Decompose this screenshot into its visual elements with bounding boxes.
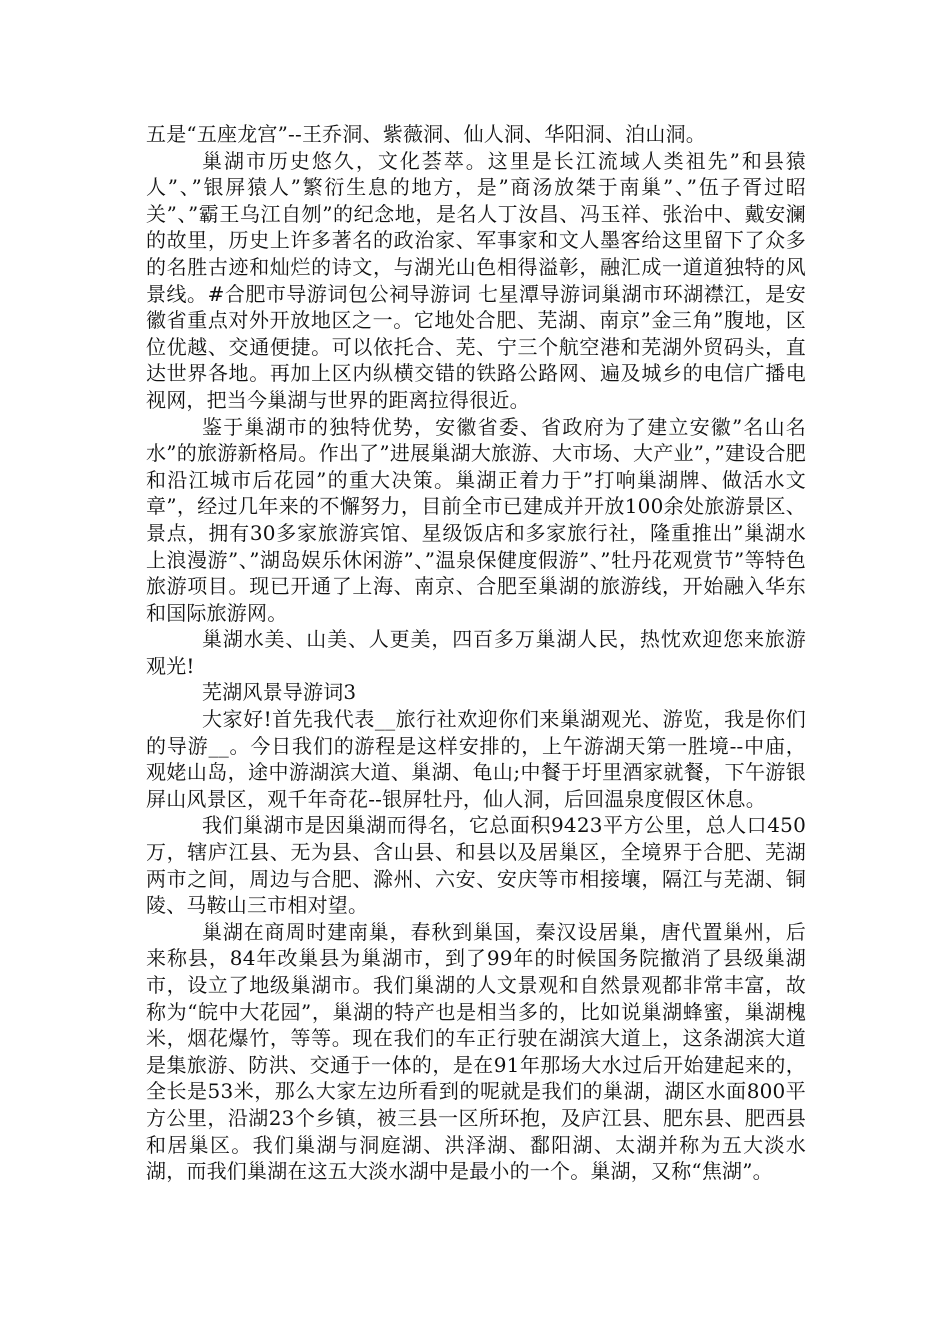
paragraph-6: 我们巢湖市是因巢湖而得名，它总面积9423平方公里，总人口450万，辖庐江县、无为县、含山县、和县以及居巢区，全境界于合肥、芜湖两市之间，周边与合肥、滁州、六安、安庆等市相接壤，隔江与芜湖、铜陵、马鞍山三市相对望。 bbox=[146, 813, 806, 918]
paragraph-7: 巢湖在商周时建南巢，春秋到巢国，秦汉设居巢，唐代置巢州，后来称县，84年改巢县为巢湖市，到了99年的时候国务院撤消了县级巢湖市，设立了地级巢湖市。我们巢湖的人文景观和自然景观都非常丰富，故称为“皖中大花园”，巢湖的特产也是相当多的，比如说巢湖蜂蜜，巢湖槐米，烟花爆竹，等等。现在我们的车正行驶在湖滨大道上，这条湖滨大道是集旅游、防洪、交通于一体的，是在91年那场大水过后开始建起来的，全长是53米，那么大家左边所看到的呢就是我们的巢湖，湖区水面800平方公里，沿湖23个乡镇，被三县一区所环抱，及庐江县、肥东县、肥西县和居巢区。我们巢湖与洞庭湖、洪泽湖、鄱阳湖、太湖并称为五大淡水湖，而我们巢湖在这五大淡水湖中是最小的一个。巢湖，又称“焦湖”。 bbox=[146, 919, 806, 1184]
section-heading: 芜湖风景导游词3 bbox=[202, 680, 357, 705]
paragraph-2: 巢湖市历史悠久，文化荟萃。这里是长江流域人类祖先”和县猿人”、”银屏猿人”繁衍生息的地方，是”商汤放桀于南巢”、”伍子胥过昭关”、”霸王乌江自刎”的纪念地，是名人丁汝昌、冯玉祥、张治中、戴安澜的故里，历史上许多著名的政治家、军事家和文人墨客给这里留下了众多的名胜古迹和灿烂的诗文，与湖光山色相得溢彰，融汇成一道道独特的风景线。#合肥市导游词包公祠导游词 七星潭导游词巢湖市环湖襟江，是安徽省重点对外开放地区之一。它地处合肥、芜湖、南京”金三角”腹地，区位优越、交通便捷。可以依托合、芜、宁三个航空港和芜湖外贸码头，直达世界各地。再加上区内纵横交错的铁路公路网、遍及城乡的电信广播电视网，把当今巢湖与世界的距离拉得很近。 bbox=[146, 148, 806, 412]
paragraph-4: 巢湖水美、山美、人更美，四百多万巢湖人民，热忱欢迎您来旅游观光! bbox=[146, 627, 806, 678]
paragraph-5: 大家好!首先我代表__旅行社欢迎你们来巢湖观光、游览，我是你们的导游__。今日我们的游程是这样安排的，上午游湖天第一胜境--中庙，观姥山岛，途中游湖滨大道、巢湖、龟山;中餐于圩里酒家就餐，下午游银屏山风景区，观千年奇花--银屏牡丹，仙人洞，后回温泉度假区休息。 bbox=[146, 707, 806, 811]
paragraph-1: 五是“五座龙宫”--王乔洞、紫薇洞、仙人洞、华阳洞、泊山洞。 bbox=[146, 122, 706, 146]
paragraph-3: 鉴于巢湖市的独特优势，安徽省委、省政府为了建立安徽”名山名水”的旅游新格局。作出了”进展巢湖大旅游、大市场、大产业”，”建设合肥和沿江城市后花园”的重大决策。巢湖正着力于”打响巢湖牌、做活水文章”，经过几年来的不懈努力，目前全市已建成并开放100余处旅游景区、景点，拥有30多家旅游宾馆、星级饭店和多家旅行社，隆重推出”巢湖水上浪漫游”、”湖岛娱乐休闲游”、”温泉保健度假游”、”牡丹花观赏节”等特色旅游项目。现已开通了上海、南京、合肥至巢湖的旅游线，开始融入华东和国际旅游网。 bbox=[146, 414, 806, 625]
document-body bbox=[146, 121, 806, 1185]
